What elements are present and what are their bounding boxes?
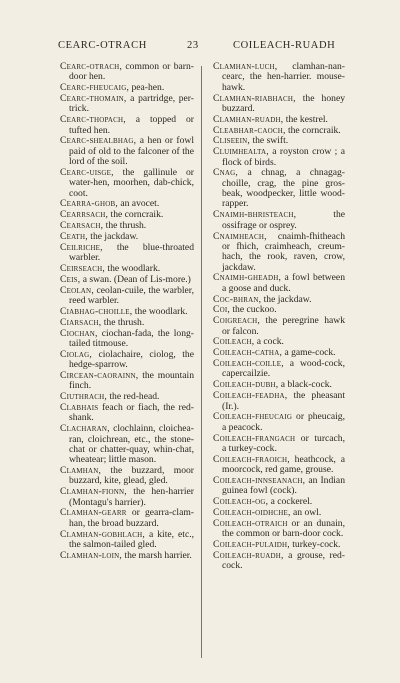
entry-headword: Ceis,: [60, 273, 81, 285]
entry-headword: Coi,: [213, 304, 230, 316]
entry-definition: or pheucaig, a peacock.: [222, 411, 345, 433]
entry-definition: the buzzard, moor buzzard, kite, glead, gled.: [69, 465, 194, 487]
entry-headword: Cnaimh-bhristeach,: [213, 209, 297, 221]
entry-definition: the gallinule or water-hen, moorhen, dab-chick, coot.: [69, 166, 194, 199]
entry-definition: clochlainn, cloichea-ran, cloichrean, etc., the stone-chat or chatter-quay, whin-chat, wheatear; little mason.: [69, 423, 194, 466]
dictionary-entry: [213, 551, 345, 572]
entry-definition: the red-head.: [106, 391, 160, 403]
entry-definition: ciochan-fada, the long-tailed titmouse.: [69, 327, 194, 349]
entry-definition: the ossifrage or osprey.: [222, 209, 345, 231]
header-left-guideword: CEARC-OTRACH: [58, 40, 147, 51]
dictionary-entry: [60, 210, 194, 220]
entry-definition: or an dunain, the common or barn-door cock.: [222, 517, 345, 540]
entry-definition: a swan. (Dean of Lis-more.): [80, 273, 191, 285]
entry-definition: or turcach, a turkey-cock.: [222, 432, 345, 454]
entry-definition: a kite, etc., the salmon-tailed gled.: [69, 528, 194, 550]
dictionary-entry: [60, 392, 194, 402]
dictionary-entry: [213, 380, 345, 390]
entry-headword: Ceirseach,: [60, 263, 106, 275]
dictionary-entry: [60, 318, 194, 328]
dictionary-entry: [60, 94, 194, 115]
dictionary-entry: [213, 232, 345, 273]
dictionary-entry: [60, 329, 194, 350]
entry-definition: common or barn-door hen.: [69, 61, 194, 83]
entry-definition: the honey buzzard.: [222, 92, 345, 114]
entry-headword: Ciochan,: [60, 327, 98, 339]
dictionary-entry: [60, 221, 194, 231]
dictionary-entry: [60, 83, 194, 93]
entry-definition: a game-cock.: [282, 347, 336, 359]
entry-definition: pea-hen.: [129, 82, 165, 94]
entry-headword: Cnaimh-gheadh,: [213, 272, 282, 284]
entry-headword: Coileach-fheucaig: [213, 411, 293, 423]
dictionary-entry: [60, 487, 194, 508]
entry-headword: Cearsach,: [60, 220, 104, 232]
dictionary-entry: [60, 199, 194, 209]
entry-definition: the hen-harrier (Montagu's harrier).: [69, 486, 194, 508]
entry-definition: ceolan-cuile, the warbler, reed warbler.: [69, 284, 194, 307]
entry-headword: Coileach-dubh,: [213, 379, 279, 391]
entry-definition: a cock.: [254, 336, 284, 348]
entry-headword: Cearc-uisge,: [60, 166, 114, 178]
dictionary-entry: [213, 412, 345, 433]
entry-definition: the woodlark.: [105, 263, 161, 275]
dictionary-entry: [213, 136, 345, 146]
dictionary-entry: [60, 424, 194, 465]
entry-headword: Ciarsach,: [60, 316, 102, 328]
entry-headword: Cearrsach,: [60, 209, 109, 221]
entry-headword: Ciabhag-choille,: [60, 305, 133, 317]
entry-definition: a black-cock.: [278, 379, 332, 391]
dictionary-entry: [60, 307, 194, 317]
entry-definition: the thrush.: [101, 316, 145, 328]
entry-headword: Cleabhar-caoch,: [213, 124, 286, 136]
dictionary-entry: [60, 350, 194, 371]
entry-definition: the mountain finch.: [69, 369, 194, 392]
entry-definition: the corncraik.: [285, 124, 341, 136]
entry-headword: Clamhan-gobhlach,: [60, 528, 146, 540]
entry-definition: a topped or tufted hen.: [69, 114, 194, 136]
left-column: [60, 62, 194, 562]
entry-headword: Clabhais: [60, 402, 99, 413]
entry-headword: Coileach-feadha,: [213, 390, 288, 402]
entry-definition: ciolachaire, ciolog, the hedge-sparrow.: [69, 348, 194, 371]
entry-definition: cnaimh-fhitheach or fhich, craimheach, creum-hach, the rook, raven, crow, jackdaw.: [222, 230, 345, 273]
entry-headword: Cearc-thopach,: [60, 114, 126, 126]
dictionary-entry: [213, 273, 345, 294]
entry-headword: Clamhan-loin,: [60, 549, 123, 561]
entry-definition: a royston crow ; a flock of birds.: [222, 146, 345, 168]
entry-headword: Coileach-oidhche,: [213, 506, 291, 518]
header-right-guideword: COILEACH-RUADH: [233, 40, 336, 51]
entry-headword: Cearc-fheucaig,: [60, 82, 130, 94]
entry-headword: Clacharan,: [60, 423, 110, 435]
dictionary-entry: [213, 295, 345, 305]
entry-headword: Cearra-ghob,: [60, 198, 118, 210]
entry-definition: the woodlark.: [132, 305, 188, 317]
dictionary-entry: [213, 519, 345, 540]
dictionary-entry: [60, 232, 194, 242]
entry-headword: Coileach-fraoich,: [213, 453, 290, 465]
entry-definition: heathcock, a moorcock, red game, grouse.: [222, 453, 345, 476]
entry-definition: turkey-cock.: [289, 538, 341, 550]
entry-definition: an Indian guinea fowl (cock).: [222, 474, 345, 497]
dictionary-entry: [60, 466, 194, 487]
dictionary-entry: [213, 62, 345, 93]
dictionary-entry: [60, 403, 194, 424]
entry-definition: the cuckoo.: [229, 304, 277, 316]
entry-definition: the jackdaw.: [261, 293, 312, 305]
entry-headword: Ceath,: [60, 231, 88, 242]
entry-headword: Coileach-ruadh,: [213, 549, 284, 561]
entry-headword: Coileach-innseanach,: [213, 474, 306, 486]
entry-headword: Clamhan-luch,: [213, 61, 278, 72]
entry-headword: Ciolag,: [60, 348, 92, 360]
dictionary-entry: [60, 168, 194, 199]
entry-definition: the blue-throated warbler.: [69, 241, 194, 264]
dictionary-entry: [213, 359, 345, 380]
dictionary-entry: [213, 348, 345, 358]
entry-definition: the kestrel.: [283, 113, 328, 125]
entry-headword: Coileach-frangach: [213, 432, 296, 444]
entry-headword: Ciuthrach,: [60, 391, 107, 403]
dictionary-entry: [213, 210, 345, 231]
entry-definition: feach or fiach, the red-shank.: [69, 402, 194, 424]
entry-headword: Coileach-otraich: [213, 517, 288, 529]
entry-headword: Coileach,: [213, 336, 255, 348]
entry-definition: a chnag, a chnagag-choille, crag, the pine gros-beak, woodpecker, little wood-rapper.: [222, 167, 345, 210]
entry-headword: Clamhan-riabhach,: [213, 92, 296, 104]
column-divider: [201, 66, 202, 658]
entry-definition: a partridge, per-trick.: [69, 93, 194, 115]
dictionary-entry: [213, 115, 345, 125]
entry-definition: a fowl between a goose and duck.: [222, 272, 345, 294]
entry-headword: Ceolan,: [60, 284, 94, 296]
entry-headword: Coileach-coille,: [213, 358, 284, 370]
entry-headword: Cnag,: [213, 167, 238, 179]
entry-headword: Ceilriche,: [60, 241, 103, 253]
entry-headword: Coileach-pulaidh,: [213, 538, 290, 550]
entry-headword: Clamhan-ruadh,: [213, 113, 284, 125]
dictionary-entry: [60, 530, 194, 551]
entry-definition: an avocet.: [117, 198, 160, 210]
dictionary-entry: [213, 316, 345, 337]
entry-headword: Coigreach,: [213, 315, 260, 327]
dictionary-entry: [60, 275, 194, 285]
entry-headword: Clamhan-gearr: [60, 507, 127, 519]
entry-definition: the pheasant (Ir.).: [222, 390, 345, 412]
entry-definition: an owl.: [290, 506, 322, 518]
entry-definition: a hen or fowl paid of old to the falconer of the lord of the soil.: [69, 135, 194, 168]
dictionary-entry: [60, 115, 194, 136]
entry-headword: Circean-caorainn,: [60, 369, 139, 381]
dictionary-entry: [213, 508, 345, 518]
dictionary-entry: [60, 508, 194, 529]
dictionary-entry: [213, 305, 345, 315]
dictionary-entry: [213, 476, 345, 497]
entry-headword: Cearc-thomain,: [60, 93, 127, 105]
entry-headword: Cearc-shealbhag,: [60, 135, 137, 147]
dictionary-entry: [60, 551, 194, 561]
entry-definition: clamhan-nan-cearc, the hen-harrier. mouse-hawk.: [222, 61, 345, 93]
dictionary-entry: [213, 540, 345, 550]
dictionary-entry: [213, 126, 345, 136]
entry-headword: Clamhan-fionn,: [60, 486, 127, 498]
entry-definition: the swift.: [250, 135, 289, 147]
entry-headword: Coileach-catha,: [213, 347, 283, 359]
entry-definition: a grouse, red-cock.: [222, 549, 345, 572]
entry-definition: or gearra-clam-han, the broad buzzard.: [69, 507, 194, 529]
entry-headword: Cluimhealta,: [213, 146, 269, 158]
entry-headword: Cliseein,: [213, 135, 251, 147]
entry-definition: a cockerel.: [268, 496, 313, 508]
dictionary-entry: [60, 371, 194, 392]
dictionary-entry: [213, 434, 345, 455]
entry-definition: the marsh harrier.: [122, 549, 192, 561]
dictionary-entry: [60, 286, 194, 307]
entry-definition: the corncraik.: [108, 209, 164, 221]
dictionary-entry: [213, 147, 345, 168]
entry-headword: Coileach-og,: [213, 496, 269, 508]
dictionary-entry: [60, 62, 194, 83]
entry-headword: Clamhan,: [60, 465, 102, 477]
dictionary-entry: [213, 168, 345, 209]
dictionary-entry: [213, 337, 345, 347]
dictionary-entry: [213, 497, 345, 507]
right-column: [213, 62, 345, 572]
dictionary-entry: [60, 243, 194, 264]
entry-definition: the peregrine hawk or falcon.: [222, 315, 345, 337]
entry-headword: Coc-bhran,: [213, 293, 262, 305]
dictionary-entry: [60, 264, 194, 274]
entry-headword: Cearc-otrach,: [60, 61, 123, 72]
running-header: [0, 40, 400, 54]
entry-definition: the thrush.: [103, 220, 147, 232]
dictionary-entry: [60, 136, 194, 167]
dictionary-entry: [213, 391, 345, 412]
dictionary-entry: [213, 94, 345, 115]
entry-headword: Cnaimheach,: [213, 230, 267, 242]
page-number: 23: [187, 40, 199, 51]
entry-definition: the jackdaw.: [87, 231, 139, 242]
dictionary-entry: [213, 455, 345, 476]
entry-definition: a wood-cock, capercailzie.: [222, 358, 345, 380]
